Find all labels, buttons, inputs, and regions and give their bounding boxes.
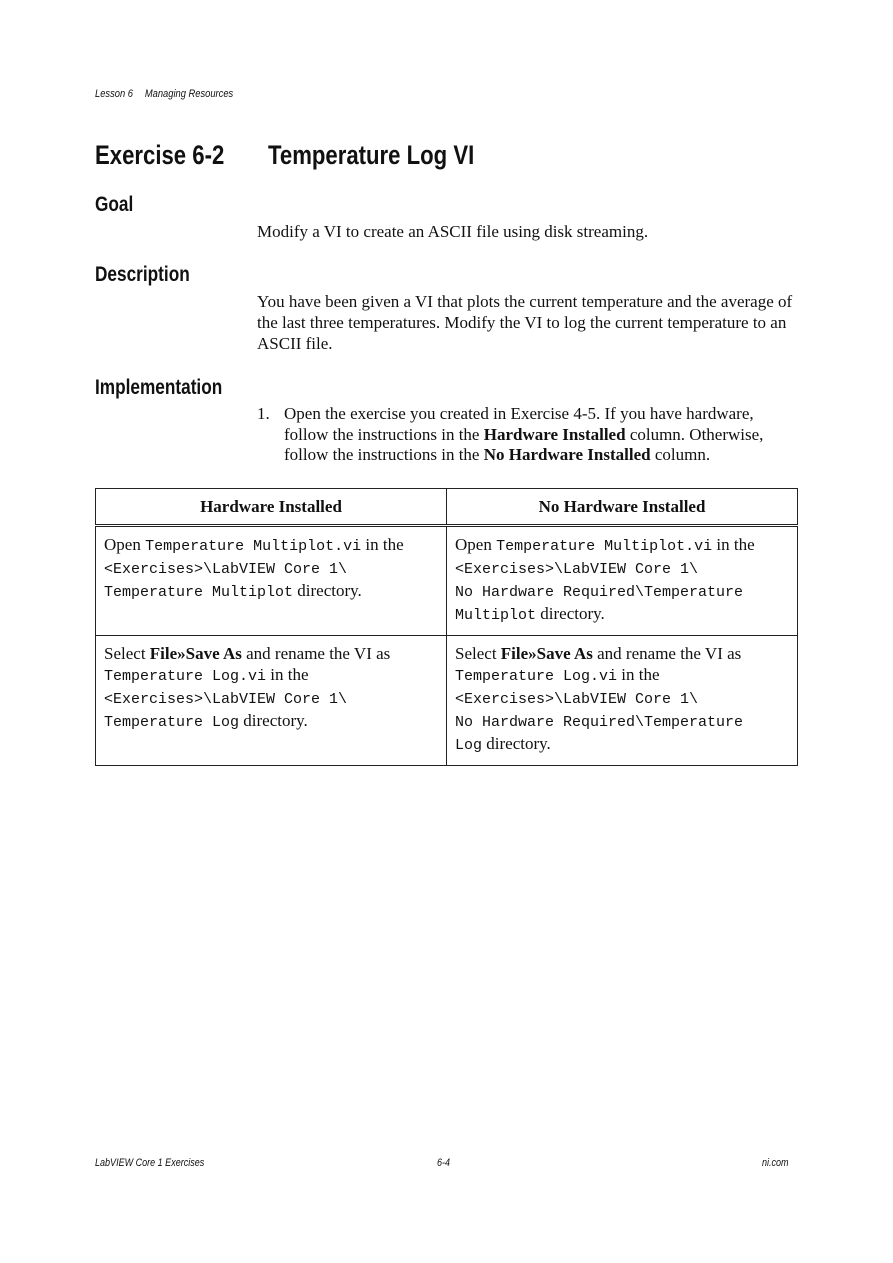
table-header-row bbox=[96, 489, 798, 526]
description-text: You have been given a VI that plots the current temperature and the average of the last three temperatures. Modify the VI to log the current temperature to an ASCII file. bbox=[257, 292, 793, 353]
footer-url: ni.com bbox=[762, 1157, 789, 1169]
table-row bbox=[96, 636, 798, 766]
description-heading: Description bbox=[95, 263, 190, 286]
footer-title: LabVIEW Core 1 Exercises bbox=[95, 1157, 205, 1169]
step-number: 1. bbox=[257, 404, 270, 423]
exercise-name: Temperature Log VI bbox=[268, 140, 475, 170]
section-label: Managing Resources bbox=[144, 88, 234, 100]
step-text: Open the exercise you created in Exercise 4-5. If you have hardware, follow the instructions in the Hardware Installed column. Otherwise, follow the instructions in the No Hardware Installed column. bbox=[284, 404, 764, 464]
column-header-hardware: Hardware Installed bbox=[96, 489, 447, 526]
goal-heading: Goal bbox=[95, 193, 134, 216]
implementation-heading: Implementation bbox=[95, 376, 223, 399]
running-head bbox=[95, 88, 258, 100]
exercise-number: Exercise 6-2 bbox=[95, 140, 225, 170]
instructions-table bbox=[95, 488, 798, 766]
goal-text: Modify a VI to create an ASCII file using disk streaming. bbox=[257, 222, 649, 241]
step-1 bbox=[257, 404, 802, 466]
lesson-label: Lesson 6 bbox=[95, 88, 133, 100]
cell-no-hardware-save: Select File»Save As and rename the VI as Temperature Log.vi in the <Exercises>\LabVIEW Core 1\ No Hardware Required\Temperature Log directory. bbox=[447, 636, 798, 766]
column-header-no-hardware: No Hardware Installed bbox=[447, 489, 798, 526]
table-row bbox=[96, 526, 798, 636]
cell-hardware-save: Select File»Save As and rename the VI as Temperature Log.vi in the <Exercises>\LabVIEW Core 1\ Temperature Log directory. bbox=[96, 636, 447, 766]
cell-no-hardware-open: Open Temperature Multiplot.vi in the <Exercises>\LabVIEW Core 1\ No Hardware Required\Temperature Multiplot directory. bbox=[447, 526, 798, 636]
footer-page-number: 6-4 bbox=[437, 1157, 451, 1169]
cell-hardware-open: Open Temperature Multiplot.vi in the <Exercises>\LabVIEW Core 1\ Temperature Multiplot directory. bbox=[96, 526, 447, 636]
